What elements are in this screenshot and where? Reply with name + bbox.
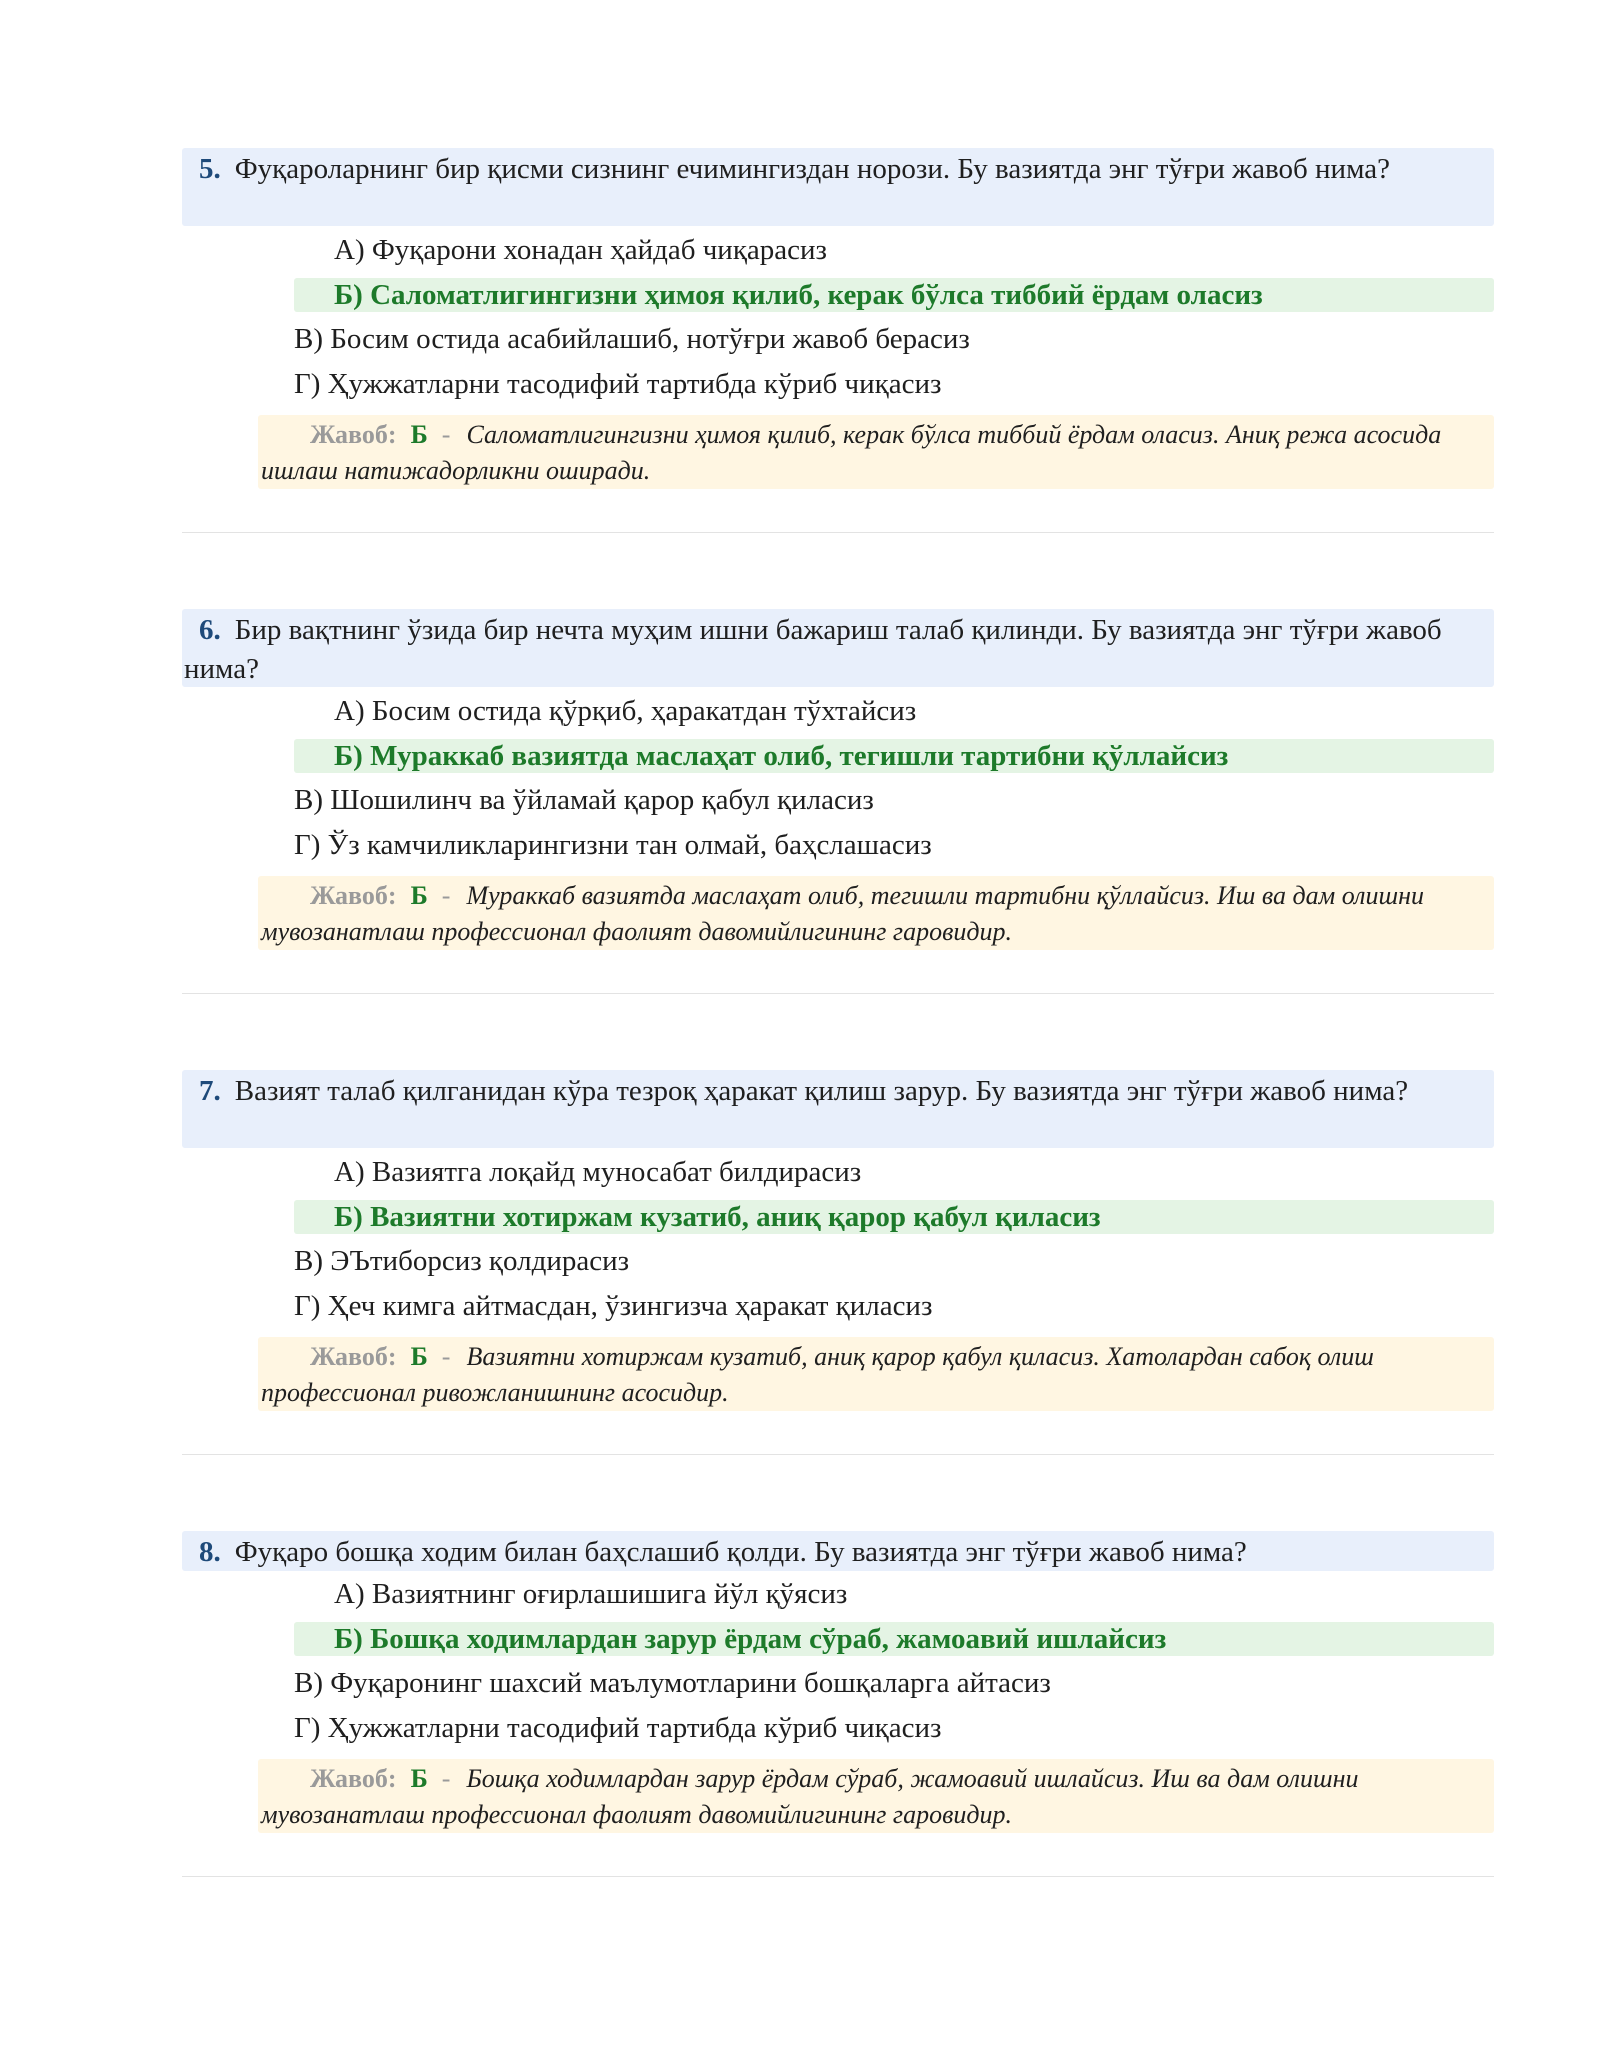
option-b-correct: Б) Бошқа ходимлардан зарур ёрдам сўраб, жамоавий ишлайсиз (334, 1623, 1167, 1655)
question-header (182, 148, 1494, 226)
question-number: 7. (199, 1075, 221, 1107)
question-number: 8. (199, 1536, 221, 1568)
question-number: 5. (199, 153, 221, 185)
option-g: Г) Ҳужжатларни тасодифий тартибда кўриб чиқасиз (294, 368, 942, 400)
question-6 (182, 609, 1494, 1019)
answer-label: Жавоб: (310, 420, 397, 449)
answer-label: Жавоб: (310, 1342, 397, 1371)
option-g: Г) Ҳужжатларни тасодифий тартибда кўриб чиқасиз (294, 1712, 942, 1744)
section-divider (182, 993, 1494, 994)
option-a: А) Вазиятнинг оғирлашишига йўл қўясиз (334, 1578, 848, 1610)
question-text: Бир вақтнинг ўзида бир нечта муҳим ишни бажариш талаб қилинди. Бу вазиятда энг тўғри жавоб нима? (184, 614, 1442, 685)
section-divider (182, 532, 1494, 533)
answer-letter: Б (410, 1342, 428, 1371)
answer-explanation (261, 878, 1486, 950)
answer-label: Жавоб: (310, 1764, 397, 1793)
question-text: Вазият талаб қилганидан кўра тезроқ ҳаракат қилиш зарур. Бу вазиятда энг тўғри жавоб нима? (234, 1075, 1409, 1107)
answer-text: Бошқа ходимлардан зарур ёрдам сўраб, жамоавий ишлайсиз. Иш ва дам олишни мувозанатлаш профессионал фаолият давомийлигининг гаровидир. (261, 1764, 1359, 1829)
option-v: В) Босим остида асабийлашиб, нотўғри жавоб берасиз (294, 323, 970, 355)
answer-dash: - (441, 420, 451, 449)
answer-box (258, 415, 1494, 489)
option-a: А) Босим остида қўрқиб, ҳаракатдан тўхтайсиз (334, 695, 917, 727)
question-text: Фуқароларнинг бир қисми сизнинг ечимингиздан норози. Бу вазиятда энг тўғри жавоб нима? (234, 153, 1390, 185)
question-text: Фуқаро бошқа ходим билан баҳслашиб қолди. Бу вазиятда энг тўғри жавоб нима? (234, 1536, 1247, 1568)
question-text-block (184, 1072, 1484, 1111)
option-v: В) Шошилинч ва ўйламай қарор қабул қиласиз (294, 784, 874, 816)
option-b-correct: Б) Саломатлигингизни ҳимоя қилиб, керак бўлса тиббий ёрдам оласиз (334, 279, 1263, 311)
option-a: А) Вазиятга лоқайд муносабат билдирасиз (334, 1156, 862, 1188)
question-8 (182, 1531, 1494, 1941)
question-header (182, 1070, 1494, 1148)
question-header (182, 609, 1494, 687)
answer-explanation (261, 1761, 1486, 1833)
answer-label: Жавоб: (310, 881, 397, 910)
answer-text: Мураккаб вазиятда маслаҳат олиб, тегишли тартибни қўллайсиз. Иш ва дам олишни мувозанатлаш профессионал фаолият давомийлигининг гаровидир. (261, 881, 1424, 946)
section-divider (182, 1876, 1494, 1877)
question-text-block (184, 611, 1484, 688)
section-divider (182, 1454, 1494, 1455)
question-7 (182, 1070, 1494, 1480)
question-text-block (184, 150, 1484, 189)
answer-letter: Б (410, 420, 428, 449)
answer-dash: - (441, 1342, 451, 1371)
question-header (182, 1531, 1494, 1571)
answer-dash: - (441, 881, 451, 910)
answer-box (258, 1337, 1494, 1411)
option-v: В) ЭЪтиборсиз қолдирасиз (294, 1245, 630, 1277)
option-g: Г) Ҳеч кимга айтмасдан, ўзингизча ҳаракат қиласиз (294, 1290, 933, 1322)
question-number: 6. (199, 614, 221, 646)
option-b-correct: Б) Вазиятни хотиржам кузатиб, аниқ қарор қабул қиласиз (334, 1201, 1101, 1233)
option-v: В) Фуқаронинг шахсий маълумотларини бошқаларга айтасиз (294, 1667, 1051, 1699)
option-a: А) Фуқарони хонадан ҳайдаб чиқарасиз (334, 234, 827, 266)
answer-explanation (261, 1339, 1486, 1411)
answer-text: Саломатлигингизни ҳимоя қилиб, керак бўлса тиббий ёрдам оласиз. Аниқ режа асосида ишлаш натижадорликни оширади. (261, 420, 1442, 485)
answer-letter: Б (410, 1764, 428, 1793)
answer-box (258, 876, 1494, 950)
option-b-correct: Б) Мураккаб вазиятда маслаҳат олиб, тегишли тартибни қўллайсиз (334, 740, 1229, 772)
question-5 (182, 148, 1494, 558)
answer-letter: Б (410, 881, 428, 910)
answer-text: Вазиятни хотиржам кузатиб, аниқ қарор қабул қиласиз. Хатолардан сабоқ олиш профессионал ривожланишнинг асосидир. (261, 1342, 1374, 1407)
answer-dash: - (441, 1764, 451, 1793)
option-g: Г) Ўз камчиликларингизни тан олмай, баҳслашасиз (294, 829, 932, 861)
answer-box (258, 1759, 1494, 1833)
question-text-block (184, 1533, 1484, 1572)
answer-explanation (261, 417, 1486, 489)
